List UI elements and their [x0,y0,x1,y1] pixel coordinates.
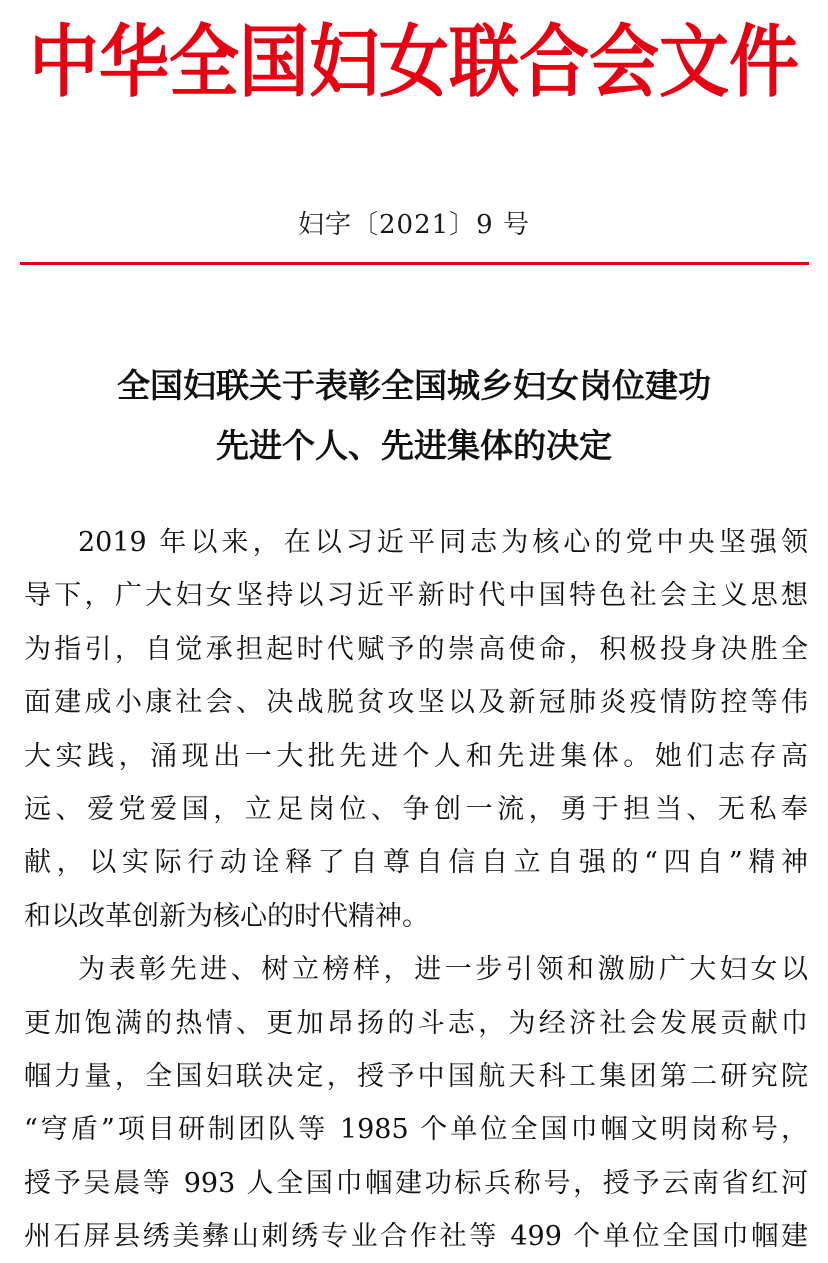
document-number: 妇字〔2021〕9 号 [298,210,530,240]
body-line: 为指引，自觉承担起时代赋予的崇高使命，积极投身决胜全 [24,633,808,665]
document-masthead: 中华全国妇女联合会文件 [29,15,799,109]
red-divider-line [20,262,809,265]
body-line: 帼力量，全国妇联决定，授予中国航天科工集团第二研究院 [24,1060,808,1092]
body-line: 导下，广大妇女坚持以习近平新时代中国特色社会主义思想 [24,580,808,612]
body-line: 大实践，涌现出一大批先进个人和先进集体。她们志存高 [24,740,808,772]
body-line: 授予吴晨等 993 人全国巾帼建功标兵称号，授予云南省红河 [24,1167,808,1199]
body-line: 更加饱满的热情、更加昂扬的斗志，为经济社会发展贡献巾 [24,1007,808,1039]
body-line: 2019 年以来，在以习近平同志为核心的党中央坚强领 [78,527,808,558]
body-line: 和以改革创新为核心的时代精神。 [24,900,429,932]
body-line: 远、爱党爱国，立足岗位、争创一流，勇于担当、无私奉 [24,793,808,825]
document-body [24,516,808,1263]
body-line: 为表彰先进、树立榜样，进一步引领和激励广大妇女以 [78,954,808,986]
title-line: 先进个人、先进集体的决定 [216,426,612,465]
body-line: 面建成小康社会、决战脱贫攻坚以及新冠肺炎疫情防控等伟 [24,687,808,719]
body-line: 州石屏县绣美彝山刺绣专业合作社等 499 个单位全国巾帼建 [24,1221,808,1253]
document-title [0,356,828,476]
title-line: 全国妇联关于表彰全国城乡妇女岗位建功 [117,366,711,405]
body-line: “穹盾”项目研制团队等 1985 个单位全国巾帼文明岗称号， [24,1114,808,1146]
body-line: 献，以实际行动诠释了自尊自信自立自强的“四自”精神 [24,847,808,879]
